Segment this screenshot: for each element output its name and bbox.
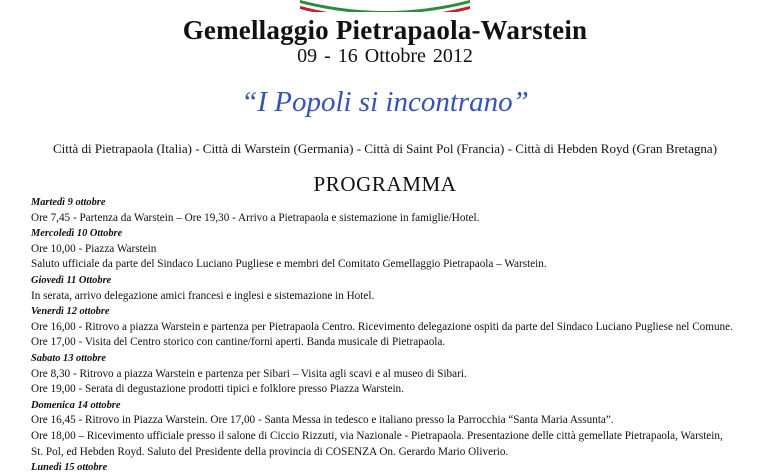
schedule-line: Ore 19,00 - Serata di degustazione prodotti tipici e folklore presso Piazza Warstein. — [31, 383, 404, 396]
day-heading: Mercoledì 10 Ottobre — [31, 228, 123, 240]
program-schedule — [31, 195, 761, 476]
schedule-line: Ore 16,00 - Ritrovo a piazza Warstein e partenza per Pietrapaola Centro. Ricevimento delegazione ospiti da parte del Sindaco Luciano Pugliese nel Comune. — [31, 320, 733, 333]
twin-cities-list: Città di Pietrapaola (Italia) - Città di Warstein (Germania) - Città di Saint Pol (Francia) - Città di Hebden Royd (Gran Bretagna) — [52, 141, 718, 156]
day-heading: Domenica 14 ottobre — [31, 399, 121, 411]
page-title: Gemellaggio Pietrapaola-Warstein — [182, 15, 588, 45]
schedule-line: Ore 7,45 - Partenza da Warstein – Ore 19,30 - Arrivo a Pietrapaola e sistemazione in famiglie/Hotel. — [31, 211, 480, 224]
event-dates: 09 - 16 Ottobre 2012 — [297, 45, 473, 67]
programma-heading: PROGRAMMA — [313, 172, 457, 196]
schedule-line: Ore 16,45 - Ritrovo in Piazza Warstein. Ore 17,00 - Santa Messa in tedesco e italiano presso la Parrocchia “Santa Maria Assunta”. — [31, 414, 614, 427]
day-heading: Lunedì 15 ottobre — [31, 462, 108, 474]
schedule-line: Ore 8,30 - Ritrovo a piazza Warstein e partenza per Sibari – Visita agli scavi e al museo di Sibari. — [31, 367, 467, 380]
schedule-line: St. Pol, ed Hebden Royd. Saluto del Presidente della provincia di COSENZA On. Gerardo Mario Oliverio. — [31, 445, 509, 458]
event-motto: “I Popoli si incontrano” — [241, 86, 529, 118]
day-heading: Venerdì 12 ottobre — [31, 306, 110, 318]
day-heading: Martedì 9 ottobre — [31, 197, 106, 208]
schedule-line: In serata, arrivo delegazione amici francesi e inglesi e sistemazione in Hotel. — [31, 289, 375, 302]
day-heading: Sabato 13 ottobre — [31, 352, 107, 364]
schedule-line: Saluto ufficiale da parte del Sindaco Luciano Pugliese e membri del Comitato Gemellaggio Pietrapaola – Warstein. — [31, 258, 547, 271]
schedule-line: Ore 18,00 – Ricevimento ufficiale presso il salone di Ciccio Rizzuti, via Nazionale - Pietrapaola. Presentazione delle città gemellate Pietrapaola, Warstein, — [31, 429, 723, 442]
schedule-line: Ore 10,00 - Piazza Warstein — [31, 242, 157, 255]
day-heading: Giovedì 11 Ottobre — [31, 274, 112, 286]
schedule-line: Ore 17,00 - Visita del Centro storico con cantine/forni aperti. Banda musicale di Pietrapaola. — [31, 336, 446, 349]
flag-banner — [300, 0, 470, 12]
